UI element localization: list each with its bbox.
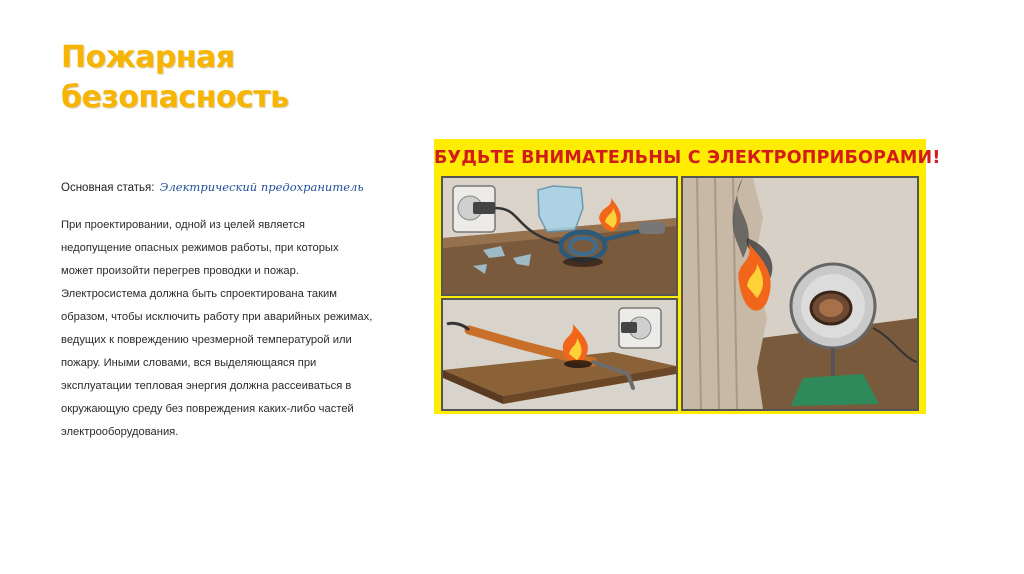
poster-header: БУДЬТЕ ВНИМАТЕЛЬНЫ С ЭЛЕКТРОПРИБОРАМИ!	[434, 148, 941, 168]
main-article-note	[61, 180, 421, 194]
body-line: При проектировании, одной из целей является	[61, 219, 305, 231]
body-line: Электросистема должна быть спроектирована таким	[61, 288, 337, 300]
poster-panel-boiler	[441, 176, 678, 296]
body-line: эксплуатации тепловая энергия должна рассеиваться в	[61, 380, 352, 392]
body-line: пожару. Иными словами, вся выделяющаяся при	[61, 357, 317, 369]
poster-panel-heater	[681, 176, 919, 411]
body-line: недопущение опасных режимов работы, при которых	[61, 242, 339, 254]
body-line: окружающую среду без повреждения каких-либо частей	[61, 403, 354, 415]
body-line: может произойти перегрев проводки и пожар.	[61, 265, 299, 277]
body-text	[61, 214, 406, 444]
broken-jar-icon	[538, 186, 583, 232]
main-article-link[interactable]: Электрический предохранитель	[159, 180, 364, 194]
main-article-prefix: Основная статья:	[61, 182, 155, 194]
heater-curtain-illustration	[683, 178, 917, 409]
soldering-iron-illustration	[443, 300, 676, 409]
page-title	[61, 38, 421, 118]
body-line: ведущих к повреждению чрезмерной температурой или	[61, 334, 352, 346]
body-line: электрооборудования.	[61, 426, 179, 438]
safety-poster	[434, 139, 941, 414]
title-line-1: Пожарная	[61, 40, 235, 75]
body-line: образом, чтобы исключить работу при аварийных режимах,	[61, 311, 373, 323]
poster-panel-soldering-iron	[441, 298, 678, 411]
boiler-jar-illustration	[443, 178, 676, 294]
title-line-2: безопасность	[61, 80, 289, 115]
